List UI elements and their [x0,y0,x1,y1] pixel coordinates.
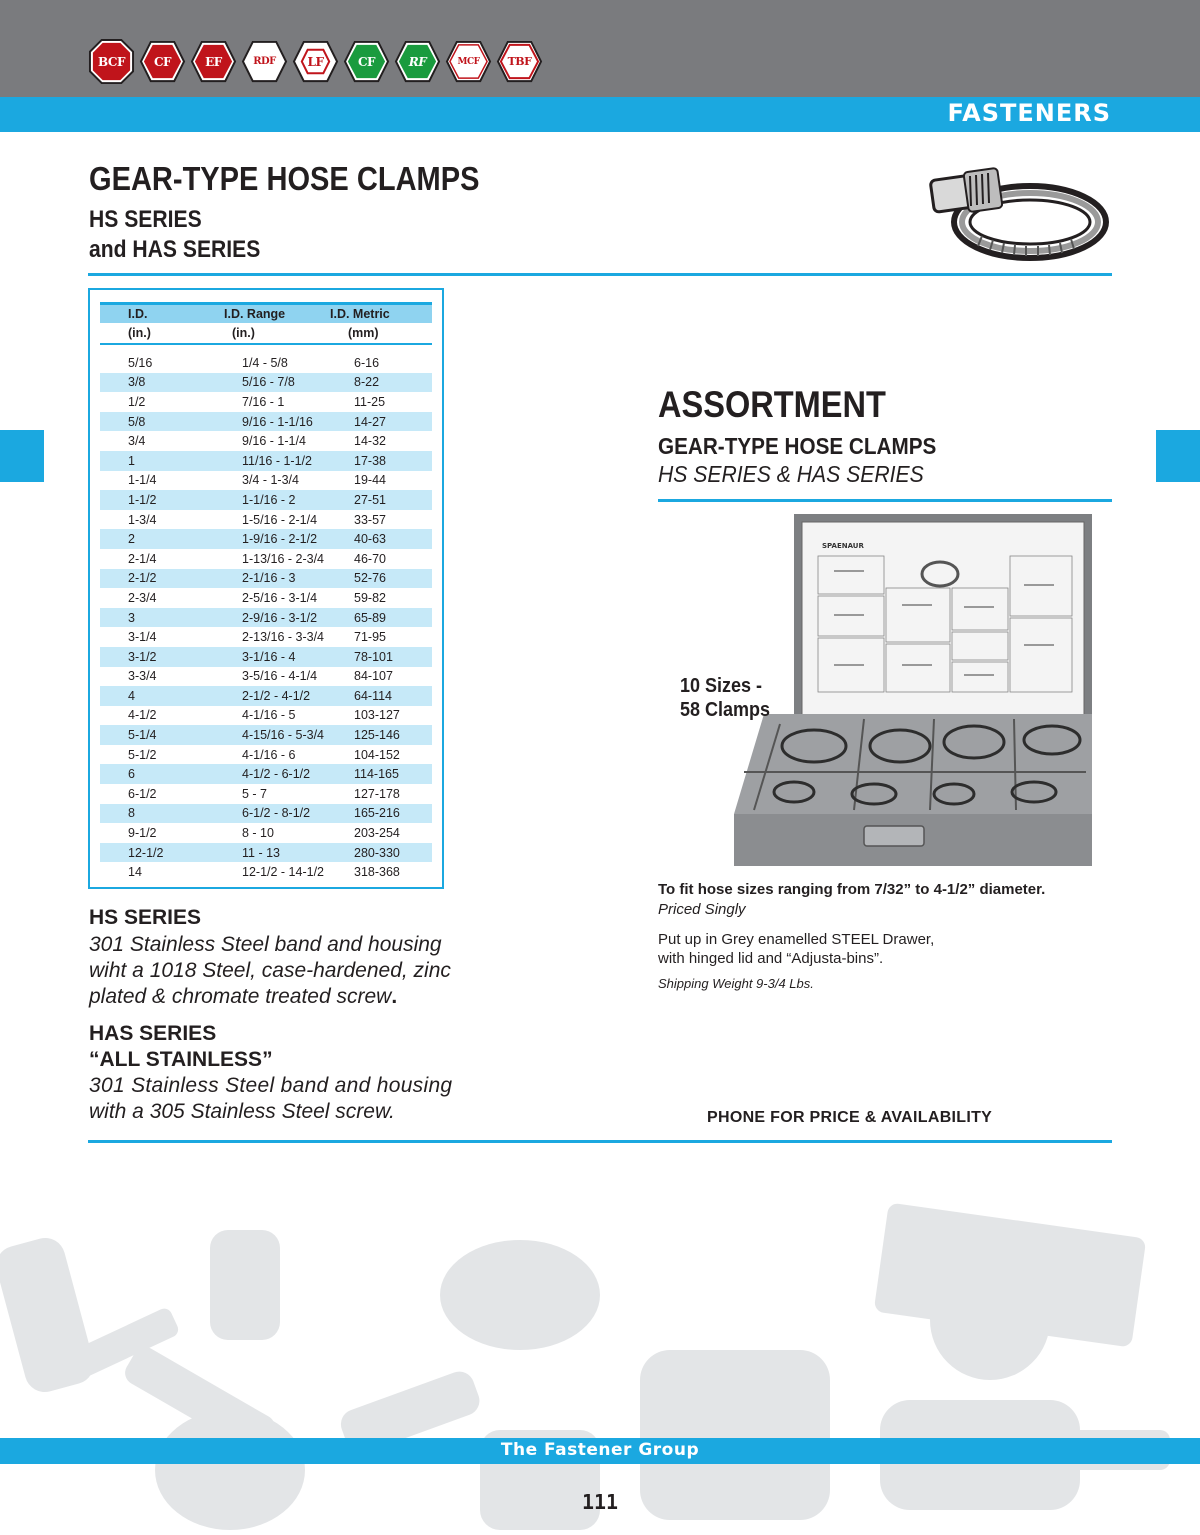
fit-description: To fit hose sizes ranging from 7/32” to 4-1/2” diameter. [658,881,1046,898]
cell-id-range: 4-1/16 - 6 [242,747,296,762]
table-row [100,451,432,471]
cell-id-metric: 125-146 [354,728,400,743]
has-series-heading: HAS SERIES [89,1022,217,1045]
hs-series-line2: wiht a 1018 Steel, case-hardened, zinc [89,959,451,982]
table-row [100,412,432,432]
rf-logo: RF [394,38,441,85]
table-row [100,588,432,608]
has-series-subheading: “ALL STAINLESS” [89,1048,273,1071]
table-row [100,353,432,373]
table-row [100,686,432,706]
has-series-line1: 301 Stainless Steel band and housing [89,1074,453,1097]
header-id-metric: I.D. Metric [330,307,390,321]
unit-id: (in.) [128,326,151,340]
cell-id: 2-1/4 [128,551,157,566]
table-row [100,667,432,687]
cell-id-metric: 84-107 [354,669,393,684]
table-row [100,764,432,784]
cell-id: 3/8 [128,375,146,390]
cell-id: 3 [128,610,135,625]
cell-id-range: 5 - 7 [242,786,268,801]
cell-id-metric: 14-32 [354,434,386,449]
table-row [100,471,432,491]
sizes-line1: 10 Sizes - [680,675,763,697]
cell-id-range: 4-1/16 - 5 [242,708,296,723]
product-title: GEAR-TYPE HOSE CLAMPS [89,160,480,197]
cf-logo: CF [139,38,186,85]
cell-id-range: 11 - 13 [242,845,280,860]
assortment-title: ASSORTMENT [658,384,886,425]
cell-id-metric: 65-89 [354,610,386,625]
cell-id: 3-1/2 [128,649,157,664]
cell-id: 8 [128,806,135,821]
cell-id: 5-1/4 [128,728,157,743]
cell-id-metric: 8-22 [354,375,380,390]
cell-id: 9-1/2 [128,826,157,841]
cell-id-range: 9/16 - 1-1/4 [242,434,306,449]
cell-id: 5/16 [128,355,153,370]
title-divider [88,273,1112,276]
cell-id: 2 [128,532,135,547]
cell-id-range: 3-1/16 - 4 [242,649,296,664]
table-row [100,706,432,726]
cell-id-metric: 203-254 [354,826,400,841]
cell-id-metric: 6-16 [354,355,380,370]
left-side-tab [0,430,44,482]
cell-id-range: 3/4 - 1-3/4 [242,473,299,488]
table-row [100,569,432,589]
cell-id-metric: 27-51 [354,492,386,507]
cell-id: 12-1/2 [128,845,164,860]
cell-id: 3-1/4 [128,630,157,645]
cell-id-metric: 71-95 [354,630,386,645]
product-subtitle-has: and HAS SERIES [89,236,261,263]
shipping-weight: Shipping Weight 9-3/4 Lbs. [658,976,814,991]
cell-id: 1/2 [128,394,146,409]
cell-id-metric: 318-368 [354,865,400,880]
cell-id-range: 9/16 - 1-1/16 [242,414,313,429]
phone-for-price: PHONE FOR PRICE & AVAILABILITY [707,1109,993,1126]
product-subtitle-hs: HS SERIES [89,206,202,233]
cell-id: 5-1/2 [128,747,157,762]
cell-id: 1-3/4 [128,512,157,527]
table-row [100,862,432,882]
cell-id-range: 2-5/16 - 3-1/4 [242,590,318,605]
assortment-subtitle: GEAR-TYPE HOSE CLAMPS [658,433,937,459]
cell-id-range: 8 - 10 [242,826,274,841]
cell-id: 1-1/2 [128,492,157,507]
hose-clamp-image [918,160,1114,264]
cell-id-metric: 104-152 [354,747,400,762]
cell-id-metric: 114-165 [354,767,399,782]
footer-company: The Fastener Group [500,1440,700,1460]
right-side-tab [1156,430,1200,482]
header-id: I.D. [128,307,148,321]
cell-id: 6 [128,767,135,782]
table-row [100,392,432,412]
unit-metric: (mm) [348,326,379,340]
cell-id-range: 12-1/2 - 14-1/2 [242,865,324,880]
assortment-divider [658,499,1112,502]
cell-id-range: 4-1/2 - 6-1/2 [242,767,311,782]
table-units [100,323,432,345]
table-row [100,784,432,804]
table-row [100,725,432,745]
cell-id: 6-1/2 [128,786,157,801]
cell-id-metric: 46-70 [354,551,386,566]
cell-id: 2-1/2 [128,571,157,586]
table-body [100,353,432,882]
cell-id-metric: 19-44 [354,473,386,488]
cell-id-range: 1-9/16 - 2-1/2 [242,532,318,547]
cell-id-metric: 59-82 [354,590,386,605]
cell-id-metric: 52-76 [354,571,386,586]
unit-range: (in.) [232,326,255,340]
hs-series-heading: HS SERIES [89,906,202,929]
cell-id: 4-1/2 [128,708,157,723]
table-row [100,431,432,451]
table-row [100,490,432,510]
brand-logo-row [88,38,543,86]
putup-line2: with hinged lid and “Adjusta-bins”. [658,950,884,967]
assortment-drawer-image [734,514,1092,866]
table-row [100,647,432,667]
tbf-logo: TBF [496,38,543,85]
section-title: FASTENERS [947,99,1111,127]
cell-id: 5/8 [128,414,146,429]
drawer-brand: SPAENAUR [822,542,864,550]
table-row [100,510,432,530]
cell-id: 2-3/4 [128,590,157,605]
cell-id: 14 [128,865,142,880]
putup-line1: Put up in Grey enamelled STEEL Drawer, [658,931,935,948]
table-row [100,804,432,824]
size-table [88,288,444,889]
cell-id-metric: 11-25 [354,394,386,409]
hs-series-line3 [89,984,499,1010]
rdf-logo: RDF [241,38,288,85]
cell-id-range: 1-5/16 - 2-1/4 [242,512,318,527]
table-row [100,529,432,549]
table-row [100,608,432,628]
bcf-logo: BCF [88,38,135,85]
cell-id-range: 1/4 - 5/8 [242,355,288,370]
cell-id-metric: 127-178 [354,786,400,801]
cf-green-logo: CF [343,38,390,85]
cell-id-metric: 64-114 [354,688,392,703]
cell-id-range: 3-5/16 - 4-1/4 [242,669,318,684]
cell-id-range: 2-1/2 - 4-1/2 [242,688,311,703]
cell-id-range: 2-13/16 - 3-3/4 [242,630,324,645]
cell-id-range: 2-1/16 - 3 [242,571,296,586]
cell-id-metric: 78-101 [354,649,393,664]
table-row [100,745,432,765]
cell-id-range: 4-15/16 - 5-3/4 [242,728,324,743]
cell-id-metric: 40-63 [354,532,386,547]
cell-id-metric: 33-57 [354,512,386,527]
sizes-line2: 58 Clamps [680,699,771,721]
cell-id-metric: 165-216 [354,806,400,821]
mcf-logo: MCF [445,38,492,85]
cell-id-range: 1-13/16 - 2-3/4 [242,551,324,566]
cell-id: 4 [128,688,135,703]
cell-id-range: 2-9/16 - 3-1/2 [242,610,318,625]
lf-logo: LF [292,38,339,85]
bottom-divider [88,1140,1112,1143]
has-series-line2: with a 305 Stainless Steel screw. [89,1100,395,1123]
cell-id: 3/4 [128,434,146,449]
hs-series-line3-text: plated & chromate treated screw [89,985,392,1008]
cell-id-metric: 17-38 [354,453,386,468]
power-tools-background [0,1200,1200,1535]
cell-id-range: 1-1/16 - 2 [242,492,296,507]
table-row [100,823,432,843]
page-number: 111 [581,1490,619,1514]
cell-id-range: 6-1/2 - 8-1/2 [242,806,311,821]
hs-series-line3-end: . [391,985,398,1008]
cell-id-metric: 14-27 [354,414,386,429]
table-row [100,549,432,569]
cell-id: 1 [128,453,135,468]
cell-id-range: 5/16 - 7/8 [242,375,295,390]
table-header [100,302,432,323]
priced-singly: Priced Singly [658,901,746,918]
ef-logo: EF [190,38,237,85]
hs-series-line1: 301 Stainless Steel band and housing [89,933,442,956]
header-id-range: I.D. Range [224,307,286,321]
cell-id-metric: 280-330 [354,845,400,860]
sizes-callout [680,674,770,722]
cell-id-range: 11/16 - 1-1/2 [242,453,312,468]
cell-id-metric: 103-127 [354,708,400,723]
cell-id: 3-3/4 [128,669,157,684]
cell-id: 1-1/4 [128,473,157,488]
assortment-series: HS SERIES & HAS SERIES [658,461,924,487]
table-row [100,373,432,393]
table-row [100,843,432,863]
cell-id-range: 7/16 - 1 [242,394,285,409]
table-row [100,627,432,647]
